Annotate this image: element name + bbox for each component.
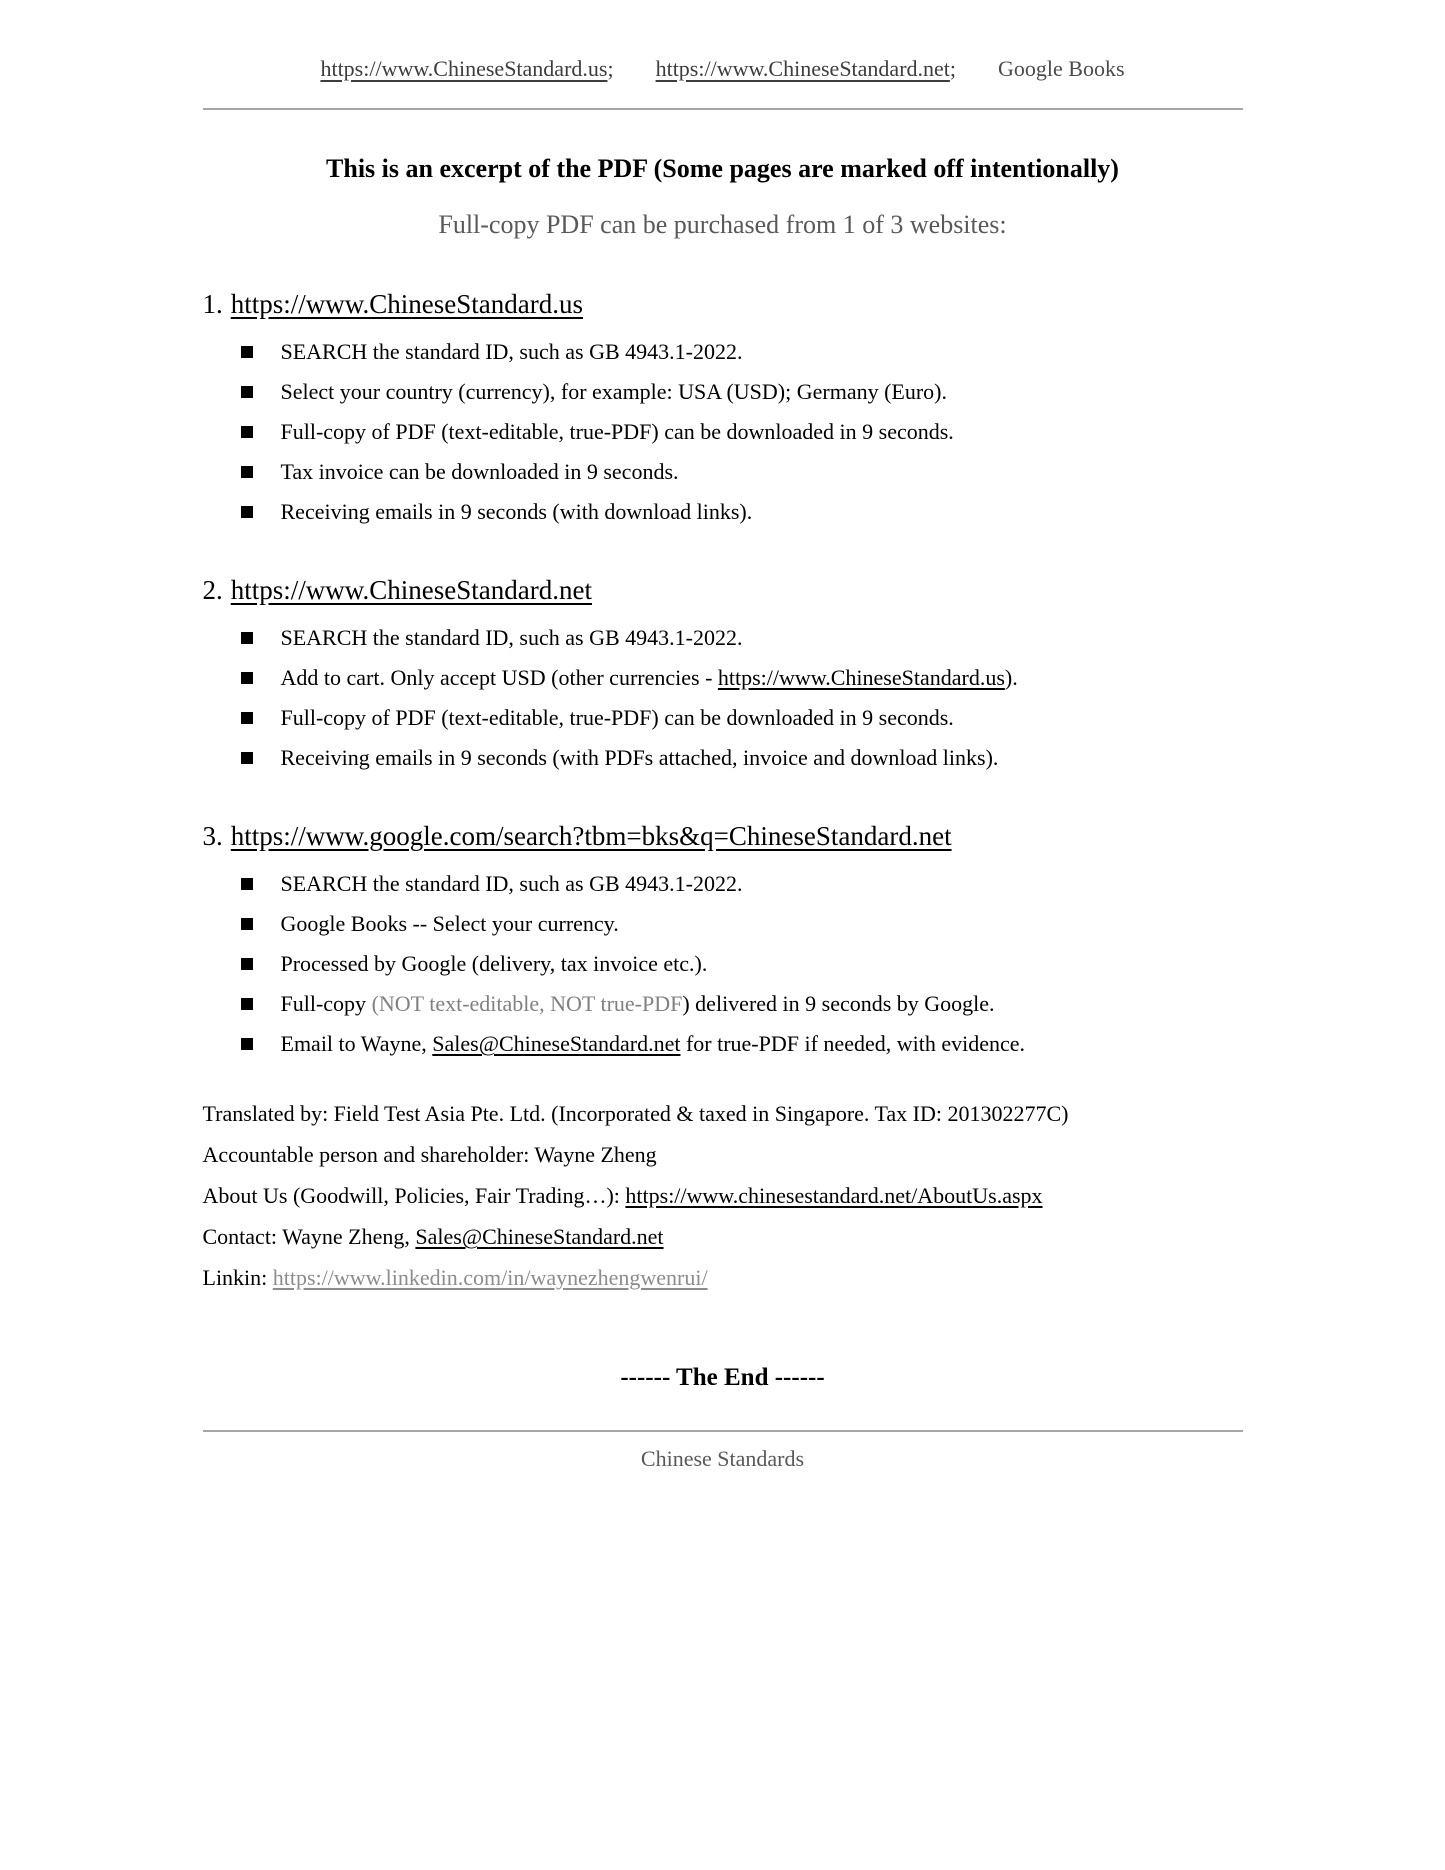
text-run: About Us (Goodwill, Policies, Fair Trading…): — [202, 1183, 626, 1208]
bullet-square-icon — [241, 426, 253, 438]
header-separator: ; — [607, 56, 614, 81]
header-link[interactable]: https://www.ChineseStandard.us — [320, 56, 608, 81]
section-url-link[interactable]: https://www.ChineseStandard.net — [230, 575, 592, 605]
pdf-page — [203, 0, 1243, 1472]
contact-block — [203, 1100, 1243, 1292]
bullet-square-icon — [241, 1038, 253, 1050]
bullet-item — [203, 338, 1243, 366]
text-run: Contact: Wayne Zheng, — [202, 1224, 416, 1249]
bullet-text — [281, 498, 753, 526]
section-url-link[interactable]: https://www.google.com/search?tbm=bks&q=ChineseStandard.net — [230, 821, 952, 851]
page-subtitle: Full-copy PDF can be purchased from 1 of 3 websites: — [438, 210, 1007, 239]
bullet-square-icon — [241, 958, 253, 970]
page-title: This is an excerpt of the PDF (Some pages are marked off intentionally) — [326, 154, 1119, 183]
section-1 — [203, 286, 1243, 526]
bullet-list — [203, 624, 1243, 772]
bullet-item — [203, 704, 1243, 732]
bullet-text — [281, 624, 743, 652]
inline-link[interactable]: https://www.ChineseStandard.us — [717, 665, 1005, 690]
bullet-text — [281, 870, 743, 898]
text-run: Add to cart. Only accept USD (other currencies - — [280, 665, 718, 690]
inline-link[interactable]: https://www.chinesestandard.net/AboutUs.aspx — [625, 1183, 1043, 1208]
text-run: (NOT text-editable, NOT true-PDF — [371, 991, 683, 1016]
bullet-item — [203, 624, 1243, 652]
text-run: Google Books -- Select your currency. — [280, 911, 619, 936]
section-2 — [203, 572, 1243, 772]
text-run: Select your country (currency), for example: USA (USD); Germany (Euro). — [280, 379, 948, 404]
text-run: ) delivered in 9 seconds by Google. — [682, 991, 995, 1016]
header-label: Google Books — [998, 56, 1125, 81]
bullet-text — [281, 338, 743, 366]
bullet-text — [281, 458, 679, 486]
footer-rule — [203, 1430, 1243, 1432]
bullet-square-icon — [241, 386, 253, 398]
section-heading — [203, 286, 1243, 322]
section-url-link[interactable]: https://www.ChineseStandard.us — [230, 289, 583, 319]
end-marker: ------ The End ------ — [620, 1364, 825, 1391]
bullet-square-icon — [241, 466, 253, 478]
header-links — [203, 56, 1243, 82]
bullet-square-icon — [241, 998, 253, 1010]
text-run: Full-copy of PDF (text-editable, true-PDF) can be downloaded in 9 seconds. — [280, 419, 954, 444]
text-run: Full-copy — [280, 991, 372, 1016]
bullet-square-icon — [241, 672, 253, 684]
bullet-item — [203, 744, 1243, 772]
text-run: Full-copy of PDF (text-editable, true-PDF) can be downloaded in 9 seconds. — [280, 705, 954, 730]
contact-line — [203, 1141, 1243, 1169]
text-run: SEARCH the standard ID, such as GB 4943.1-2022. — [280, 625, 743, 650]
header-segment — [656, 56, 956, 82]
section-number: 1. — [202, 289, 223, 319]
section-number: 3. — [202, 821, 223, 851]
sections — [203, 286, 1243, 1058]
bullet-item — [203, 664, 1243, 692]
bullet-text — [281, 418, 954, 446]
section-number: 2. — [202, 575, 223, 605]
contact-line — [203, 1264, 1243, 1292]
header-link[interactable]: https://www.ChineseStandard.net — [655, 56, 950, 81]
bullet-item — [203, 1030, 1243, 1058]
text-run: ). — [1004, 665, 1018, 690]
text-run: Receiving emails in 9 seconds (with PDFs attached, invoice and download links). — [280, 745, 999, 770]
bullet-square-icon — [241, 632, 253, 644]
bullet-text — [281, 1030, 1026, 1058]
contact-line — [203, 1182, 1243, 1210]
bullet-square-icon — [241, 712, 253, 724]
bullet-square-icon — [241, 346, 253, 358]
text-run: Tax invoice can be downloaded in 9 seconds. — [280, 459, 679, 484]
footer-label: Chinese Standards — [640, 1446, 805, 1471]
header-separator: ; — [949, 56, 957, 81]
bullet-item — [203, 418, 1243, 446]
text-run: Accountable person and shareholder: Wayne Zheng — [202, 1142, 657, 1167]
contact-line — [203, 1100, 1243, 1128]
contact-line — [203, 1223, 1243, 1251]
bullet-text — [281, 664, 1018, 692]
bullet-item — [203, 990, 1243, 1018]
bullet-list — [203, 870, 1243, 1058]
bullet-item — [203, 870, 1243, 898]
bullet-list — [203, 338, 1243, 526]
section-heading — [203, 818, 1243, 854]
bullet-item — [203, 378, 1243, 406]
bullet-text — [281, 744, 999, 772]
text-run: Receiving emails in 9 seconds (with download links). — [280, 499, 753, 524]
bullet-square-icon — [241, 918, 253, 930]
text-run: SEARCH the standard ID, such as GB 4943.1-2022. — [280, 871, 743, 896]
bullet-square-icon — [241, 878, 253, 890]
bullet-text — [281, 704, 954, 732]
section-heading — [203, 572, 1243, 608]
bullet-square-icon — [241, 506, 253, 518]
bullet-text — [281, 910, 619, 938]
bullet-square-icon — [241, 752, 253, 764]
text-run: SEARCH the standard ID, such as GB 4943.1-2022. — [280, 339, 743, 364]
bullet-item — [203, 910, 1243, 938]
inline-link[interactable]: Sales@ChineseStandard.net — [415, 1224, 664, 1249]
text-run: Linkin: — [202, 1265, 273, 1290]
bullet-text — [281, 378, 948, 406]
inline-link[interactable]: https://www.linkedin.com/in/waynezhengwenrui/ — [272, 1265, 708, 1290]
bullet-text — [281, 950, 708, 978]
text-run: for true-PDF if needed, with evidence. — [680, 1031, 1026, 1056]
text-run: Processed by Google (delivery, tax invoice etc.). — [280, 951, 708, 976]
text-run: Translated by: Field Test Asia Pte. Ltd. (Incorporated & taxed in Singapore. Tax ID: 201302277C) — [202, 1101, 1069, 1126]
bullet-item — [203, 498, 1243, 526]
header-segment — [998, 56, 1125, 82]
bullet-item — [203, 950, 1243, 978]
header-rule — [203, 108, 1243, 110]
inline-link[interactable]: Sales@ChineseStandard.net — [432, 1031, 681, 1056]
header-segment — [320, 56, 613, 82]
section-3 — [203, 818, 1243, 1058]
bullet-text — [281, 990, 995, 1018]
text-run: Email to Wayne, — [280, 1031, 433, 1056]
bullet-item — [203, 458, 1243, 486]
